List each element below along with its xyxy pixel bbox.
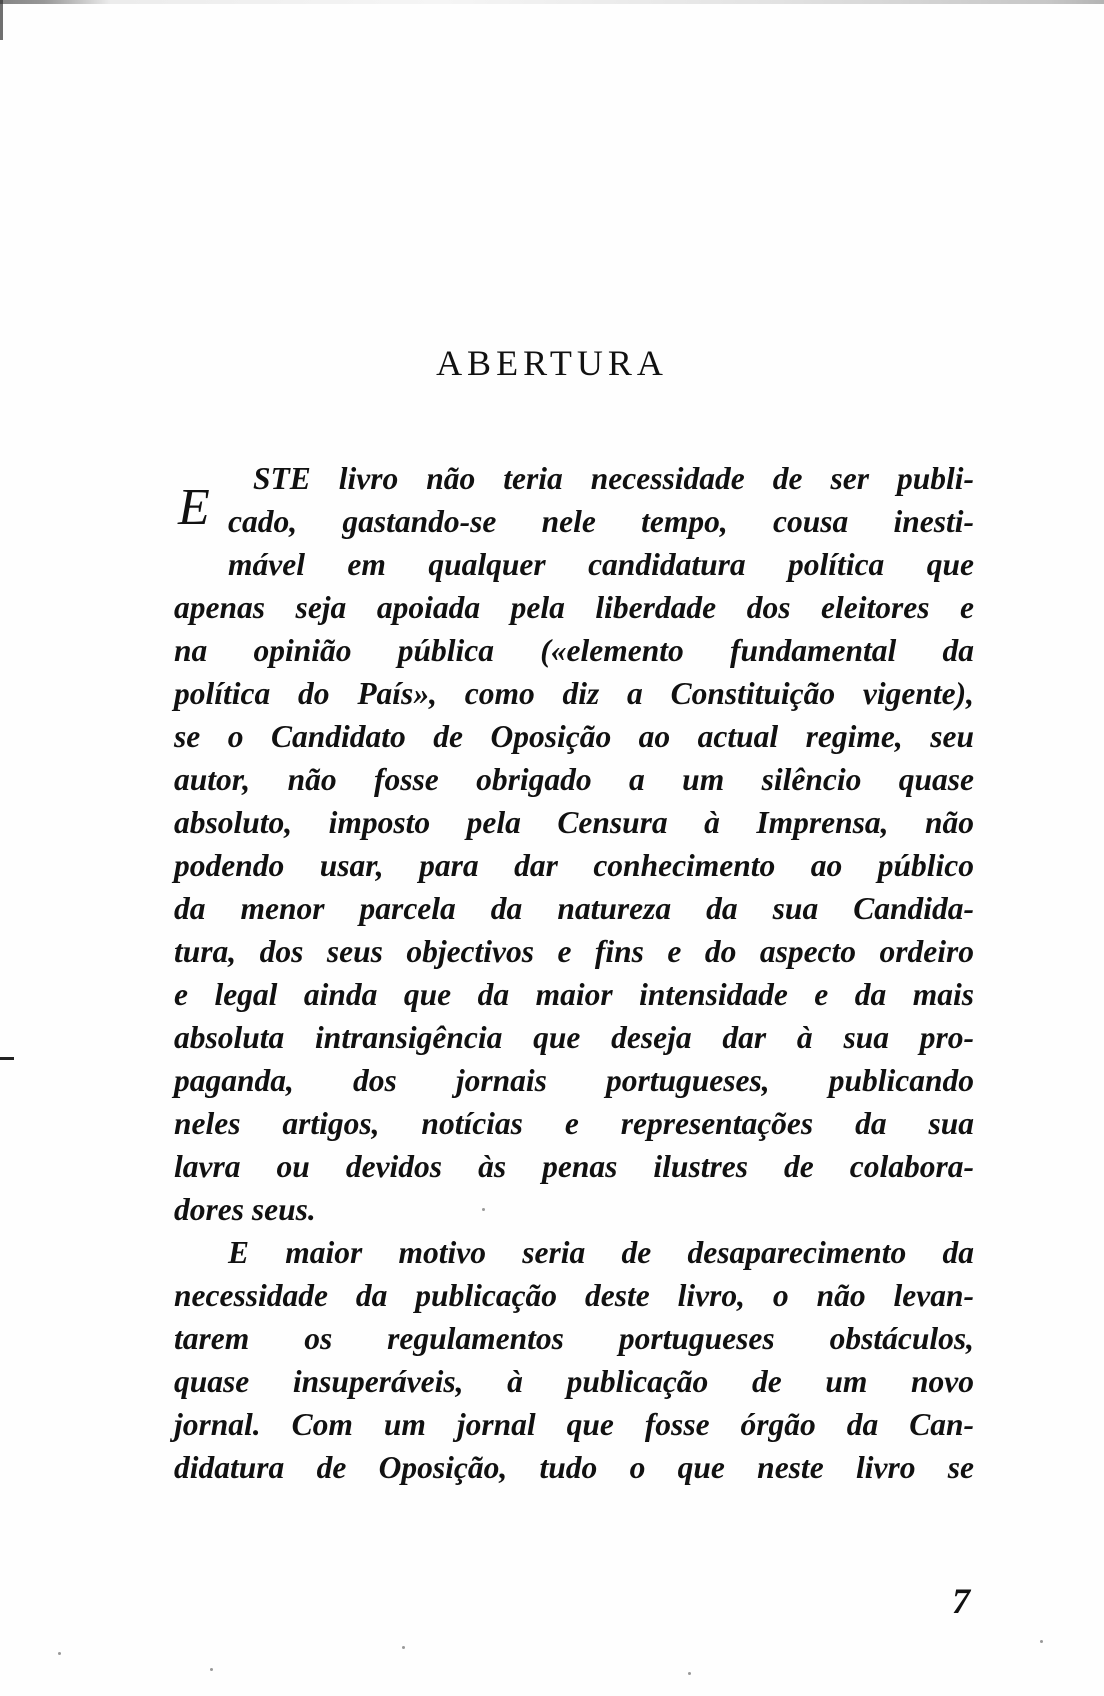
speck bbox=[402, 1646, 405, 1649]
text-line: tarem os regulamentos portugueses obstáculos, bbox=[174, 1321, 974, 1356]
text-line: paganda, dos jornais portugueses, publicando bbox=[174, 1063, 974, 1098]
text-line: absoluto, imposto pela Censura à Imprensa, não bbox=[174, 805, 974, 840]
text-line: E maior motivo seria de desaparecimento da bbox=[228, 1235, 974, 1270]
text-line: política do País», como diz a Constituição vigente), bbox=[174, 676, 974, 711]
text-line: na opinião pública («elemento fundamental da bbox=[174, 633, 974, 668]
speck bbox=[1040, 1640, 1043, 1643]
text-line: dores seus. bbox=[174, 1192, 316, 1227]
text-line: lavra ou devidos às penas ilustres de colabora- bbox=[174, 1149, 974, 1184]
chapter-heading: ABERTURA bbox=[436, 343, 668, 384]
text-line: jornal. Com um jornal que fosse órgão da Can- bbox=[174, 1407, 974, 1442]
speck bbox=[210, 1668, 213, 1671]
text-line: da menor parcela da natureza da sua Candida- bbox=[174, 891, 974, 926]
text-line: e legal ainda que da maior intensidade e da mais bbox=[174, 977, 974, 1012]
speck bbox=[688, 1672, 691, 1675]
text-line: didatura de Oposição, tudo o que neste livro se bbox=[174, 1450, 974, 1485]
text-line: neles artigos, notícias e representações da sua bbox=[174, 1106, 974, 1141]
text-line: cado, gastando-se nele tempo, cousa inesti- bbox=[228, 504, 974, 539]
page-number: 7 bbox=[952, 1581, 970, 1621]
text-line: mável em qualquer candidatura política que bbox=[228, 547, 974, 582]
scan-edge-left bbox=[0, 0, 3, 40]
text-line: quase insuperáveis, à publicação de um novo bbox=[174, 1364, 974, 1399]
text-line: tura, dos seus objectivos e fins e do aspecto ordeiro bbox=[174, 934, 974, 969]
text-line: absoluta intransigência que deseja dar à sua pro- bbox=[174, 1020, 974, 1055]
text-line: necessidade da publicação deste livro, o não levan- bbox=[174, 1278, 974, 1313]
speck bbox=[58, 1652, 61, 1655]
margin-mark bbox=[0, 1057, 14, 1060]
scan-edge-top bbox=[0, 0, 1104, 4]
text-line: podendo usar, para dar conhecimento ao público bbox=[174, 848, 974, 883]
text-line: STE livro não teria necessidade de ser publi- bbox=[253, 461, 974, 496]
text-line: se o Candidato de Oposição ao actual regime, seu bbox=[174, 719, 974, 754]
speck bbox=[482, 1208, 485, 1211]
text-line: autor, não fosse obrigado a um silêncio quase bbox=[174, 762, 974, 797]
text-line: apenas seja apoiada pela liberdade dos eleitores e bbox=[174, 590, 974, 625]
drop-cap: E bbox=[178, 479, 210, 536]
